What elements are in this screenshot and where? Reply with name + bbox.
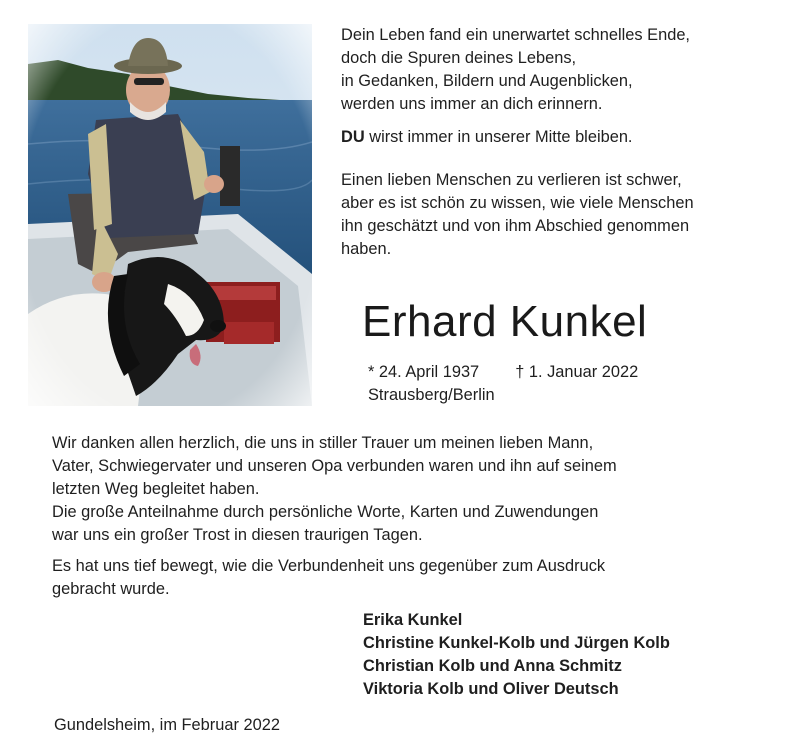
signers-list [363, 609, 670, 701]
place-and-date: Gundelsheim, im Februar 2022 [54, 716, 280, 734]
poem-line: Dein Leben fand ein unerwartet schnelles Ende, [341, 26, 690, 44]
thanks-line: war uns ein großer Trost in diesen traurigen Tagen. [52, 526, 423, 544]
dates-row [368, 361, 638, 384]
deceased-name: Erhard Kunkel [362, 297, 648, 346]
poem-line: aber es ist schön zu wissen, wie viele Menschen [341, 194, 694, 212]
poem-line: werden uns immer an dich erinnern. [341, 95, 603, 113]
thanks-line: Wir danken allen herzlich, die uns in stiller Trauer um meinen lieben Mann, [52, 434, 594, 452]
poem-emphasis: DU [341, 128, 365, 146]
thanks-text [52, 432, 772, 601]
residence: Strausberg/Berlin [368, 386, 495, 404]
poem-line: Einen lieben Menschen zu verlieren ist schwer, [341, 171, 682, 189]
poem-stanza-3 [341, 169, 781, 261]
poem-line: doch die Spuren deines Lebens, [341, 49, 577, 67]
poem-line [341, 126, 781, 149]
thanks-line: Die große Anteilnahme durch persönliche Worte, Karten und Zuwendungen [52, 503, 599, 521]
thanks-paragraph-1 [52, 432, 772, 547]
signer: Viktoria Kolb und Oliver Deutsch [363, 680, 619, 698]
poem-line: haben. [341, 240, 392, 258]
death-date: † 1. Januar 2022 [515, 363, 639, 381]
signer: Christine Kunkel-Kolb und Jürgen Kolb [363, 634, 670, 652]
signer: Christian Kolb und Anna Schmitz [363, 657, 622, 675]
portrait-illustration [28, 24, 312, 406]
poem-stanza-1 [341, 24, 781, 116]
poem-line: ihn geschätzt und von ihm Abschied genommen [341, 217, 690, 235]
thanks-line: letzten Weg begleitet haben. [52, 480, 260, 498]
thanks-line: gebracht wurde. [52, 580, 170, 598]
thanks-paragraph-2 [52, 555, 772, 601]
poem-stanza-2 [341, 126, 781, 149]
signer: Erika Kunkel [363, 611, 463, 629]
portrait-photo [28, 24, 312, 406]
birth-date: * 24. April 1937 [368, 363, 480, 381]
thanks-line: Es hat uns tief bewegt, wie die Verbundenheit uns gegenüber zum Ausdruck [52, 557, 606, 575]
life-dates [368, 361, 638, 407]
poem-text: wirst immer in unserer Mitte bleiben. [364, 128, 633, 146]
thanks-line: Vater, Schwiegervater und unseren Opa verbunden waren und ihn auf seinem [52, 457, 617, 475]
poem-line: in Gedanken, Bildern und Augenblicken, [341, 72, 633, 90]
memorial-poem [341, 24, 781, 261]
